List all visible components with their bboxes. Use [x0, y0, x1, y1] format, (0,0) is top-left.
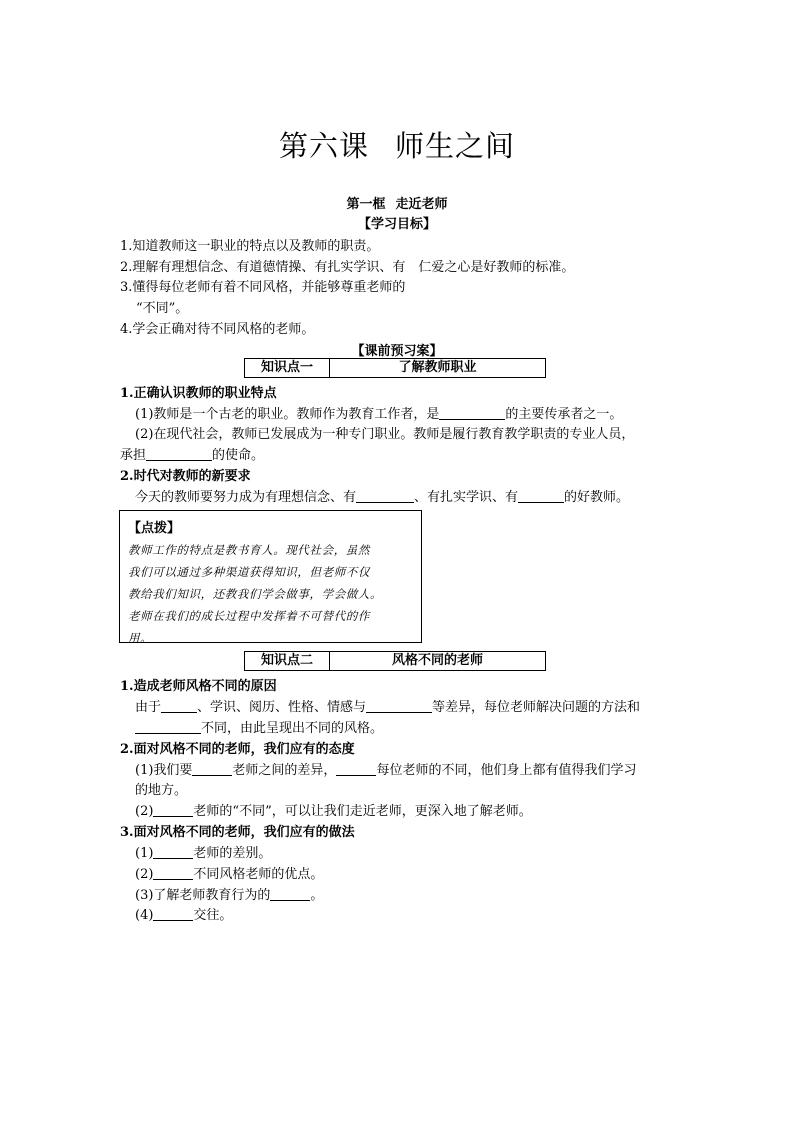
answer-blank[interactable] — [161, 698, 197, 713]
text-segment: 的好教师。 — [564, 490, 630, 505]
text-segment: 老师的差别。 — [193, 846, 272, 861]
text-segment: 交往。 — [193, 908, 233, 923]
content-line — [135, 717, 383, 736]
tip-line: 老师在我们的成长过程中发挥着不可替代的作 — [128, 609, 370, 623]
content-line — [135, 759, 636, 778]
text-segment: 老师的“不同”，可以让我们走近老师，更深入地了解老师。 — [193, 804, 532, 819]
objective-item: 3.懂得每位老师有着不同风格，并能够尊重老师的 — [120, 280, 406, 295]
text-segment: 今天的教师要努力成为有理想信念、有 — [135, 490, 357, 505]
section-heading: 2.时代对教师的新要求 — [120, 469, 251, 484]
text-segment: 的使命。 — [212, 448, 265, 463]
text-segment: 的主要传承者之一。 — [505, 407, 623, 422]
lesson-title — [0, 124, 794, 165]
section-name: 走近老师 — [395, 197, 448, 212]
tip-line: 教给我们知识，还教我们学会做事，学会做人。 — [128, 587, 383, 601]
text-segment: (1)教师是一个古老的职业。教师作为教育工作者，是 — [135, 407, 440, 422]
knowledge-point-2-box — [244, 651, 546, 671]
objective-item: 1.知道教师这一职业的特点以及教师的职责。 — [120, 239, 380, 254]
text-segment: 每位老师的不同，他们身上都有值得我们学习 — [376, 763, 637, 778]
preview-heading: 【课前预习案】 — [351, 344, 443, 359]
text-segment: 。 — [310, 888, 324, 903]
text-segment: 、有扎实学识、有 — [414, 490, 519, 505]
text-segment: (1) — [135, 846, 154, 861]
content-line — [135, 403, 622, 422]
tip-box — [119, 510, 422, 643]
content-line — [135, 904, 232, 923]
section-heading: 2.面对风格不同的老师，我们应有的态度 — [120, 742, 355, 757]
answer-blank[interactable] — [153, 906, 193, 921]
answer-blank[interactable] — [153, 844, 193, 859]
text-segment: (2) — [135, 804, 154, 819]
objective-item: “不同”。 — [136, 301, 189, 316]
answer-blank[interactable] — [366, 698, 432, 713]
section-heading: 1.正确认识教师的职业特点 — [120, 386, 277, 401]
content-line — [135, 884, 323, 903]
content-line: 的地方。 — [135, 783, 188, 798]
answer-blank[interactable] — [518, 488, 564, 503]
answer-blank[interactable] — [146, 446, 212, 461]
lesson-number: 第六课 — [278, 129, 369, 163]
content-line — [135, 863, 323, 882]
answer-blank[interactable] — [270, 886, 310, 901]
content-line — [135, 696, 640, 715]
section-subtitle — [0, 193, 794, 212]
text-segment: (3)了解老师教育行为的 — [135, 888, 271, 903]
answer-blank[interactable] — [135, 719, 201, 734]
tip-line: 用。 — [128, 631, 153, 645]
content-line — [120, 444, 264, 463]
answer-blank[interactable] — [153, 802, 193, 817]
text-segment: 等差异，每位老师解决问题的方法和 — [432, 700, 641, 715]
content-line — [135, 842, 271, 861]
tip-heading: 【点拨】 — [128, 521, 181, 536]
objective-item: 2.理解有理想信念、有道德情操、有扎实学识、有 仁爱之心是好教师的标准。 — [120, 260, 575, 275]
text-segment: (4) — [135, 908, 154, 923]
knowledge-point-name: 风格不同的老师 — [391, 653, 483, 668]
content-line: (2)在现代社会，教师已发展成为一种专门职业。教师是履行教育教学职责的专业人员， — [135, 427, 635, 442]
lesson-name: 师生之间 — [395, 129, 516, 163]
text-segment: 不同风格老师的优点。 — [193, 867, 324, 882]
objective-item: 4.学会正确对待不同风格的老师。 — [120, 322, 315, 337]
knowledge-point-name: 了解教师职业 — [398, 360, 477, 375]
text-segment: (1)我们要 — [135, 763, 193, 778]
knowledge-point-label: 知识点一 — [245, 359, 330, 377]
section-number: 第一框 — [346, 197, 386, 212]
answer-blank[interactable] — [192, 761, 232, 776]
text-segment: 承担 — [120, 448, 147, 463]
knowledge-point-label: 知识点二 — [245, 652, 330, 670]
answer-blank[interactable] — [153, 865, 193, 880]
content-line — [135, 800, 532, 819]
content-line — [135, 486, 629, 505]
objectives-heading: 【学习目标】 — [357, 217, 436, 232]
text-segment: (2) — [135, 867, 154, 882]
answer-blank[interactable] — [439, 405, 505, 420]
section-heading: 1.造成老师风格不同的原因 — [120, 679, 277, 694]
tip-line: 教师工作的特点是教书育人。现代社会，虽然 — [128, 543, 370, 557]
answer-blank[interactable] — [336, 761, 376, 776]
tip-text — [128, 539, 413, 649]
text-segment: 老师之间的差异， — [232, 763, 337, 778]
answer-blank[interactable] — [356, 488, 414, 503]
text-segment: 、学识、阅历、性格、情感与 — [197, 700, 367, 715]
tip-line: 我们可以通过多种渠道获得知识，但老师不仅 — [128, 565, 370, 579]
text-segment: 不同，由此呈现出不同的风格。 — [201, 721, 384, 736]
text-segment: 由于 — [135, 700, 162, 715]
knowledge-point-1-box — [244, 358, 546, 378]
section-heading: 3.面对风格不同的老师，我们应有的做法 — [120, 825, 355, 840]
